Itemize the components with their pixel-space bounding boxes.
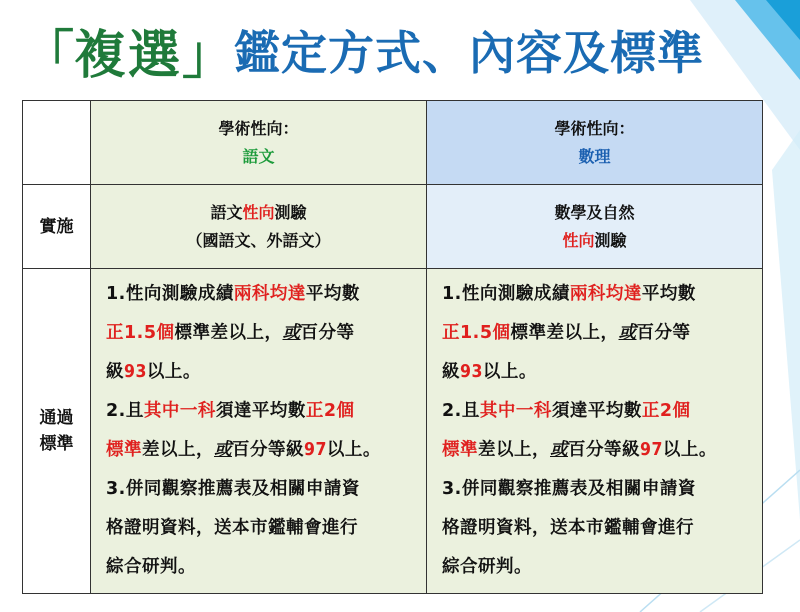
header-math-line1: 學術性向： bbox=[554, 118, 635, 138]
header-math-subject: 數理 bbox=[578, 146, 611, 166]
title-rest: 鑑定方式、內容及標準 bbox=[234, 26, 705, 80]
corner-cell bbox=[23, 101, 91, 185]
row-label-standard: 通過 標準 bbox=[23, 269, 91, 594]
title-close-bracket: 」 bbox=[182, 24, 235, 86]
slide-title bbox=[22, 10, 704, 90]
implement-row bbox=[23, 185, 763, 269]
header-math-science bbox=[427, 101, 763, 185]
criteria-math-cell: 1.性向測驗成績兩科均達平均數 正1.5個標準差以上，或百分等 級93以上。 2.且其中一科須達平均數正2個 標準差以上，或百分等級97以上。 3.併同觀察推薦表及相關申請資 格證明資料，送本市鑑輔會進行 綜合研判。 bbox=[427, 269, 763, 594]
implement-math-line2: 性向測驗 bbox=[562, 230, 627, 250]
implement-language-cell bbox=[91, 185, 427, 269]
standard-row bbox=[23, 269, 763, 594]
header-language-subject: 語文 bbox=[242, 146, 275, 166]
implement-math-line1: 數學及自然 bbox=[554, 202, 635, 222]
title-highlight-word: 複選 bbox=[74, 24, 183, 86]
row-label-implement: 實施 bbox=[23, 185, 91, 269]
criteria-table bbox=[22, 100, 763, 594]
header-language-line1: 學術性向： bbox=[218, 118, 299, 138]
table-header-row bbox=[23, 101, 763, 185]
criteria-language-cell: 1.性向測驗成績兩科均達平均數 正1.5個標準差以上，或百分等 級93以上。 2.且其中一科須達平均數正2個 標準差以上，或百分等級97以上。 3.併同觀察推薦表及相關申請資 格證明資料，送本市鑑輔會進行 綜合研判。 bbox=[91, 269, 427, 594]
implement-math-cell bbox=[427, 185, 763, 269]
implement-language-line1: 語文性向測驗 bbox=[210, 202, 307, 222]
title-open-bracket: 「 bbox=[22, 24, 75, 86]
implement-language-line2: （國語文、外語文） bbox=[186, 230, 331, 250]
header-language bbox=[91, 101, 427, 185]
